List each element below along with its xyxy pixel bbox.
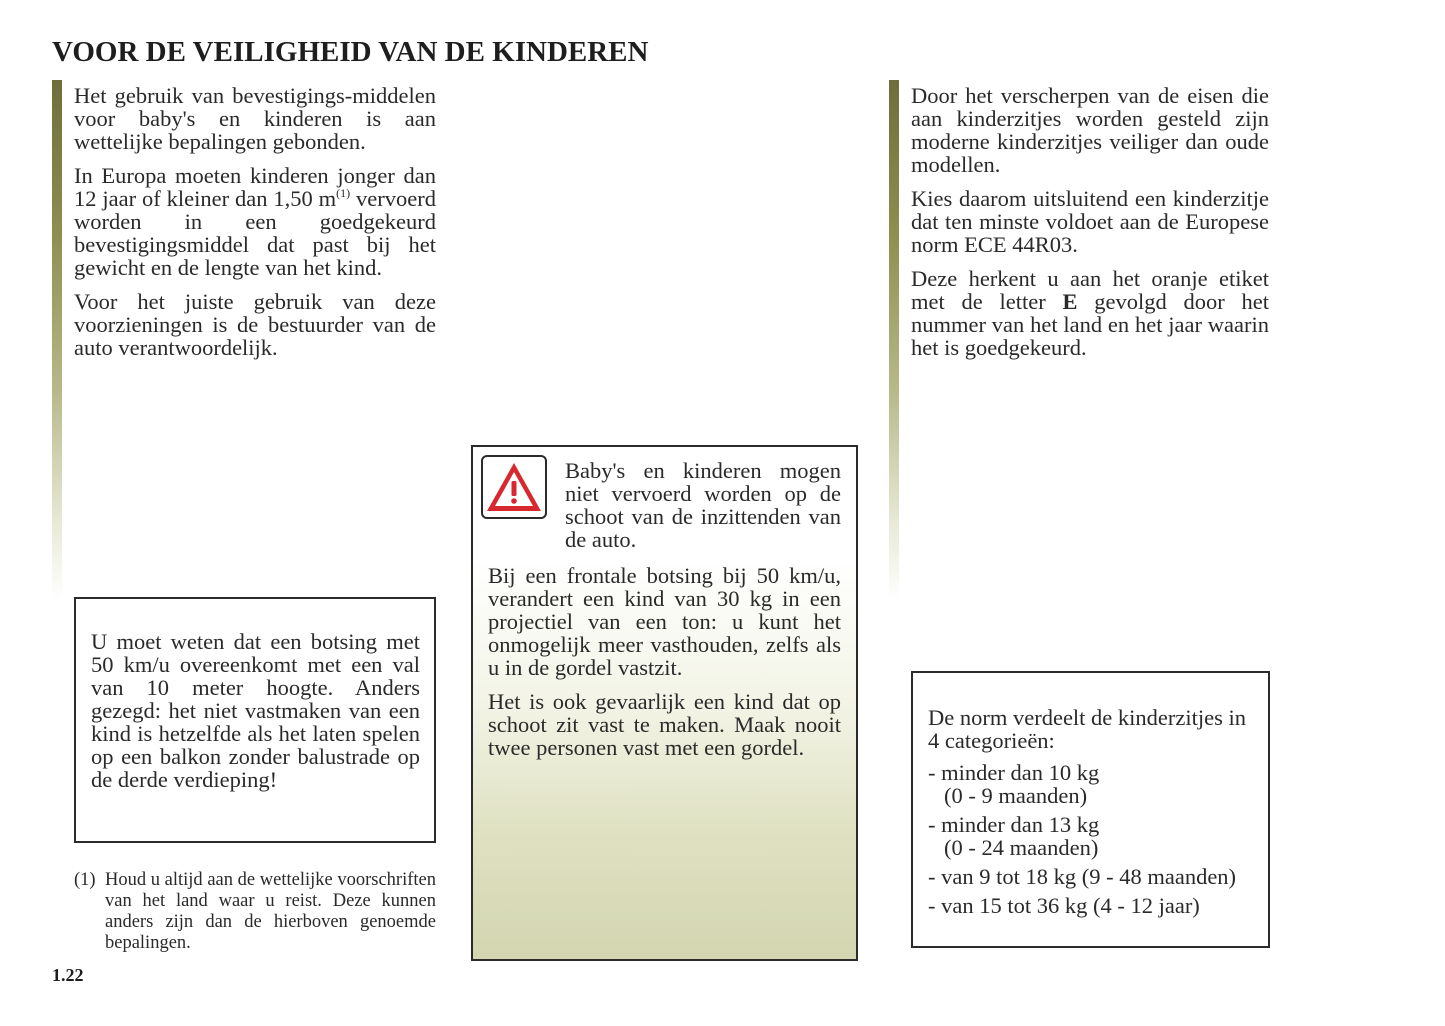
categories-list (928, 761, 1258, 917)
list-item: - minder dan 13 kg (0 - 24 maanden) (928, 812, 1100, 860)
warning-triangle-icon (483, 457, 545, 517)
page-title: VOOR DE VEILIGHEID VAN DE KINDEREN (52, 36, 649, 68)
right-paragraph-2: Kies daarom uitsluitend een kinderzitje dat ten minste voldoet aan de Europese norm ECE 44R03. (911, 186, 1269, 257)
list-item: - van 15 tot 36 kg (4 - 12 jaar) (928, 893, 1200, 918)
categories-box (911, 671, 1270, 948)
footnote-text: Houd u altijd aan de wettelijke voorschriften van het land waar u reist. Deze kunnen anders zijn dan de hierboven genoemde bepalingen. (105, 870, 436, 953)
warning-intro: Baby's en kinderen mogen niet vervoerd worden op de schoot van de inzittenden van de auto. (565, 458, 841, 552)
warning-icon-frame (481, 455, 547, 519)
collision-info-text: U moet weten dat een botsing met 50 km/u overeenkomt met een val van 10 meter hoogte. Anders gezegd: het niet vastmaken van een kind is hetzelfde als het laten spelen op een balkon zonder balustrade op de derde verdieping! (91, 629, 420, 792)
footnote (74, 870, 436, 954)
warning-paragraph-1: Bij een frontale botsing bij 50 km/u, verandert een kind van 30 kg in een projectiel van een ton: u kunt het onmogelijk meer vasthouden, zelfs als u in de gordel vastzit. (488, 563, 841, 680)
left-paragraph-3: Voor het juiste gebruik van deze voorzieningen is de bestuurder van de auto verantwoordelijk. (74, 289, 436, 360)
right-paragraph-3: Deze herkent u aan het oranje etiket met de letter E gevolgd door het nummer van het land en het jaar waarin het is goedgekeurd. (911, 266, 1269, 360)
footnote-reference: (1) (336, 186, 351, 200)
page-number: 1.22 (52, 965, 84, 985)
right-column-text (911, 84, 1269, 370)
left-accent-bar (52, 80, 62, 600)
footnote-mark: (1) (74, 870, 96, 890)
list-item: - minder dan 10 kg (0 - 9 maanden) (928, 760, 1100, 808)
categories-content (928, 706, 1258, 923)
right-accent-bar (889, 80, 899, 600)
collision-info-box (74, 597, 436, 843)
right-paragraph-1: Door het verscherpen van de eisen die aan kinderzitjes worden gesteld zijn moderne kinderzitjes veiliger dan oude modellen. (911, 83, 1269, 177)
etiket-letter: E (1062, 289, 1078, 314)
left-paragraph-2: In Europa moeten kinderen jonger dan 12 jaar of kleiner dan 1,50 $m^{(1)}$ vervoerd worden in een goedgekeurd bevestigingsmiddel dat past bij het gewicht en de lengte van het kind. (74, 163, 436, 280)
left-paragraph-1: Het gebruik van bevestigings-middelen voor baby's en kinderen is aan wettelijke bepalingen gebonden. (74, 83, 436, 154)
warning-body (488, 564, 841, 770)
list-item: - van 9 tot 18 kg (9 - 48 maanden) (928, 864, 1237, 889)
categories-intro: De norm verdeelt de kinderzitjes in 4 categorieën: (928, 705, 1247, 753)
left-column-text (74, 84, 436, 370)
warning-paragraph-2: Het is ook gevaarlijk een kind dat op schoot zit vast te maken. Maak nooit twee personen vast met een gordel. (488, 689, 841, 760)
warning-box (471, 445, 858, 961)
